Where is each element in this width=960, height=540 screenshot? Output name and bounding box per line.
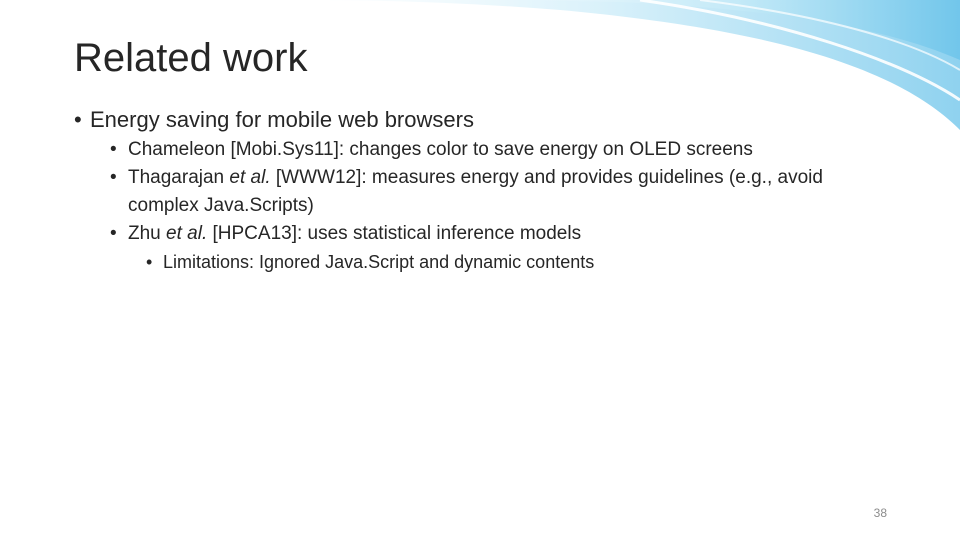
bullet-text-author: Thagarajan bbox=[128, 167, 230, 188]
bullet-dot: • bbox=[110, 167, 117, 188]
bullet-text-rest: [HPCA13]: uses statistical inference models bbox=[207, 223, 582, 244]
bullet-zhu bbox=[110, 220, 892, 248]
bullet-dot: • bbox=[110, 223, 117, 244]
bullet-text: Energy saving for mobile web browsers bbox=[90, 107, 474, 132]
bullet-text-rest: [WWW12]: measures energy and provides guidelines (e.g., avoid complex Java.Scripts) bbox=[128, 167, 823, 216]
bullet-text-etal: et al. bbox=[229, 167, 271, 188]
bullet-text-author: Zhu bbox=[128, 223, 167, 244]
bullet-dot: • bbox=[74, 107, 82, 132]
bullet-text-etal: et al. bbox=[166, 223, 208, 244]
slide-body bbox=[72, 104, 892, 276]
slide-title: Related work bbox=[74, 36, 308, 80]
bullet-dot: • bbox=[146, 252, 153, 272]
bullet-chameleon bbox=[110, 136, 892, 164]
bullet-text: Limitations: Ignored Java.Script and dynamic contents bbox=[163, 252, 595, 272]
bullet-dot: • bbox=[110, 139, 117, 160]
bullet-limitations bbox=[146, 248, 892, 276]
page-number: 38 bbox=[873, 506, 887, 520]
bullet-thagarajan bbox=[110, 164, 892, 220]
bullet-level1 bbox=[72, 104, 892, 136]
bullet-text: Chameleon [Mobi.Sys11]: changes color to save energy on OLED screens bbox=[128, 139, 753, 160]
